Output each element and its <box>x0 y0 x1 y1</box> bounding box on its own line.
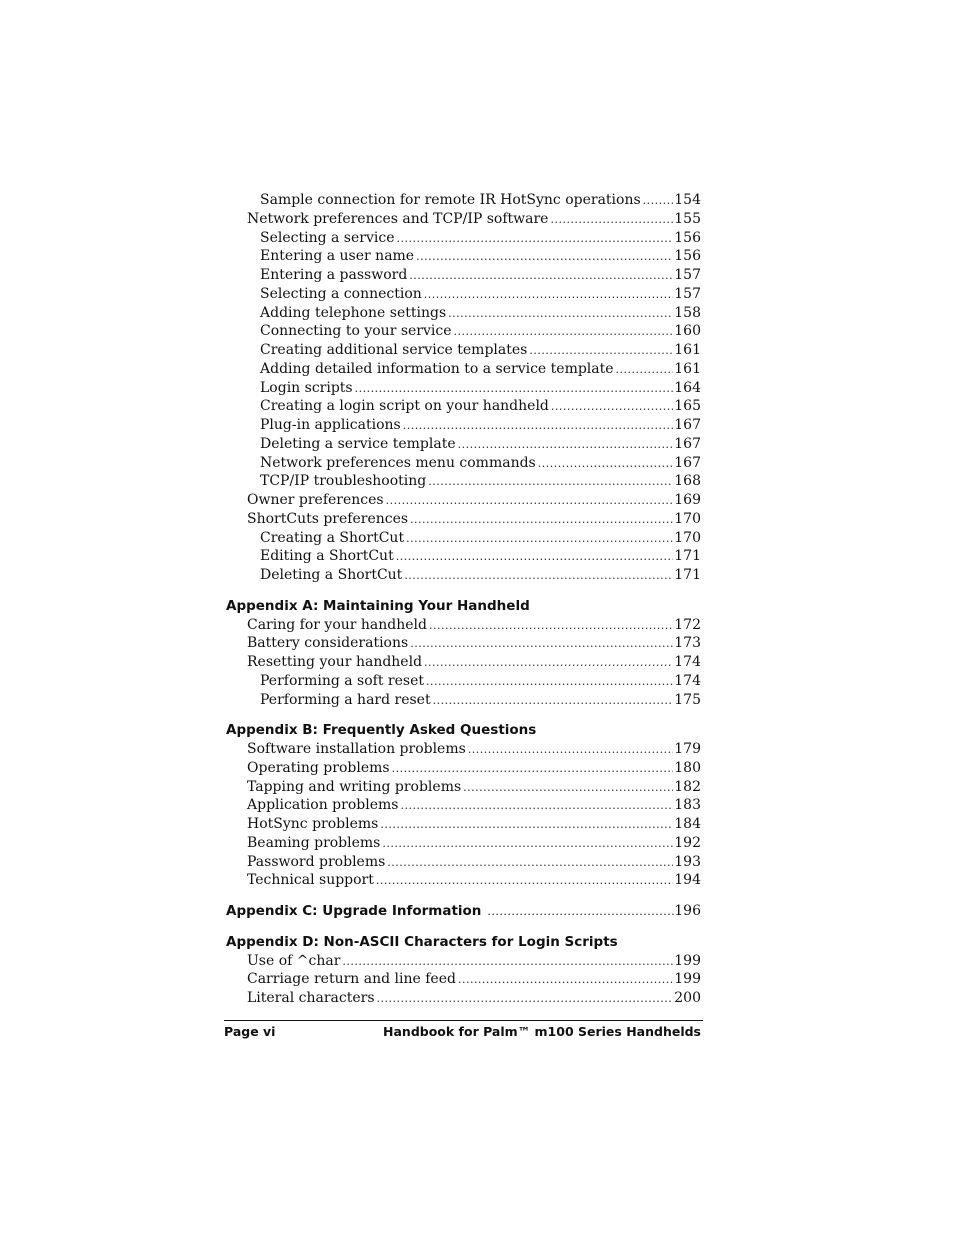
toc-entry-page: 154 <box>674 192 701 208</box>
dot-leader <box>342 953 673 972</box>
toc-entry[interactable] <box>226 871 701 890</box>
toc-entry-title: Entering a user name <box>260 248 415 265</box>
section-heading-title: Appendix B: Frequently Asked Questions <box>226 722 537 739</box>
dot-leader <box>424 654 673 673</box>
toc-entry-title: Editing a ShortCut <box>260 548 394 565</box>
dot-leader <box>454 323 674 342</box>
dot-leader <box>424 286 673 305</box>
toc-entry-page: 171 <box>674 567 701 583</box>
dot-leader <box>550 211 673 230</box>
toc-entry-page: 160 <box>674 323 701 340</box>
toc-entry[interactable] <box>226 229 701 248</box>
toc-entry-title: Selecting a connection <box>260 285 422 302</box>
toc-section-heading[interactable] <box>226 597 701 616</box>
toc-entry-page: 179 <box>674 741 701 757</box>
toc-entry-title: Owner preferences <box>247 492 384 508</box>
table-of-contents <box>226 191 701 1008</box>
toc-entry[interactable] <box>226 285 701 304</box>
dot-leader <box>416 248 673 267</box>
dot-leader <box>386 492 674 511</box>
toc-entry[interactable] <box>226 210 701 229</box>
dot-leader <box>355 380 674 399</box>
toc-entry-title: Deleting a service template <box>260 435 456 452</box>
toc-entry[interactable] <box>226 952 701 971</box>
dot-leader <box>410 511 673 530</box>
toc-entry-page: 174 <box>674 654 701 670</box>
toc-entry-title: Application problems <box>247 797 399 814</box>
toc-entry[interactable] <box>226 691 701 710</box>
toc-entry-page: 199 <box>674 952 701 969</box>
toc-entry-page: 157 <box>674 267 701 283</box>
toc-entry-page: 158 <box>674 304 701 321</box>
section-heading-title: Appendix C: Upgrade Information <box>226 903 482 919</box>
toc-section-heading[interactable] <box>226 933 701 952</box>
toc-entry[interactable] <box>226 397 701 416</box>
toc-entry-title: Password problems <box>247 853 386 870</box>
toc-entry-title: Carriage return and line feed <box>247 971 456 988</box>
toc-entry-title: Selecting a service <box>260 229 395 246</box>
toc-entry-page: 167 <box>674 454 701 471</box>
dot-leader <box>396 548 674 567</box>
toc-entry[interactable] <box>226 740 701 759</box>
toc-entry-page: 165 <box>674 398 701 415</box>
dot-leader <box>404 567 673 586</box>
dot-leader <box>426 673 673 692</box>
toc-entry-title: Sample connection for remote IR HotSync operations <box>260 192 641 208</box>
toc-entry[interactable] <box>226 547 701 566</box>
dot-leader <box>551 398 673 417</box>
toc-entry-title: Software installation problems <box>247 741 466 757</box>
toc-entry-page: 164 <box>674 379 701 396</box>
dot-leader <box>616 361 674 380</box>
footer-page-label: Page vi <box>224 1024 276 1039</box>
toc-entry-page: 174 <box>674 672 701 689</box>
toc-entry-page: 170 <box>674 510 701 527</box>
toc-entry[interactable] <box>226 796 701 815</box>
dot-leader <box>387 854 673 873</box>
toc-section-heading[interactable] <box>226 902 701 921</box>
dot-leader <box>428 473 673 492</box>
toc-entry[interactable] <box>226 379 701 398</box>
dot-leader <box>487 903 674 922</box>
toc-entry-title: Resetting your handheld <box>247 654 423 670</box>
toc-entry[interactable] <box>226 989 701 1008</box>
dot-leader <box>433 692 674 711</box>
toc-entry[interactable] <box>226 341 701 360</box>
toc-entry-page: 167 <box>674 435 701 452</box>
toc-entry-title: Adding telephone settings <box>260 304 447 321</box>
toc-entry-title: Creating a login script on your handheld <box>260 398 549 415</box>
dot-leader <box>458 971 673 990</box>
toc-entry[interactable] <box>226 472 701 491</box>
dot-leader <box>376 872 673 891</box>
toc-entry[interactable] <box>226 247 701 266</box>
toc-entry-title: Operating problems <box>247 759 390 776</box>
toc-entry[interactable] <box>226 454 701 473</box>
toc-entry-page: 156 <box>674 248 701 265</box>
toc-entry-page: 199 <box>674 971 701 988</box>
toc-entry-page: 200 <box>674 990 701 1006</box>
toc-entry[interactable] <box>226 435 701 454</box>
dot-leader <box>410 635 673 654</box>
dot-leader <box>406 530 673 549</box>
toc-entry-page: 193 <box>674 853 701 870</box>
toc-entry-page: 192 <box>674 834 701 851</box>
toc-entry[interactable] <box>226 304 701 323</box>
toc-entry-title: Use of ^char <box>247 952 341 969</box>
toc-entry-title: Literal characters <box>247 990 375 1006</box>
toc-entry[interactable] <box>226 322 701 341</box>
toc-entry-page: 180 <box>674 759 701 776</box>
section-heading-title: Appendix D: Non-ASCII Characters for Login Scripts <box>226 933 618 950</box>
toc-entry[interactable] <box>226 416 701 435</box>
toc-entry-page: 161 <box>674 360 701 377</box>
toc-entry-title: Plug-in applications <box>260 417 401 433</box>
toc-entry-page: 171 <box>674 548 701 565</box>
toc-entry[interactable] <box>226 491 701 510</box>
dot-leader <box>463 779 673 798</box>
page-footer <box>224 1024 701 1039</box>
toc-entry[interactable] <box>226 616 701 635</box>
toc-entry-title: Beaming problems <box>247 834 381 851</box>
dot-leader <box>403 417 674 436</box>
toc-entry-title: Performing a soft reset <box>260 672 424 689</box>
toc-entry-page: 155 <box>674 210 701 227</box>
dot-leader <box>409 267 673 286</box>
toc-entry-title: Network preferences menu commands <box>260 454 536 471</box>
dot-leader <box>643 192 674 211</box>
toc-entry[interactable] <box>226 672 701 691</box>
toc-entry[interactable] <box>226 634 701 653</box>
toc-entry-title: Entering a password <box>260 267 408 283</box>
dot-leader <box>429 617 673 636</box>
toc-entry-page: 183 <box>674 797 701 814</box>
toc-entry[interactable] <box>226 970 701 989</box>
dot-leader <box>392 760 674 779</box>
footer-divider <box>224 1020 703 1021</box>
toc-entry-title: Creating a ShortCut <box>260 529 405 546</box>
toc-entry-title: Login scripts <box>260 379 353 396</box>
toc-entry[interactable] <box>226 759 701 778</box>
toc-entry-page: 168 <box>674 473 701 490</box>
toc-entry-title: Caring for your handheld <box>247 616 427 633</box>
toc-entry-title: HotSync problems <box>247 816 379 832</box>
toc-entry[interactable] <box>226 360 701 379</box>
toc-entry-page: 161 <box>674 342 701 358</box>
footer-book-title: Handbook for Palm™ m100 Series Handhelds <box>383 1024 701 1039</box>
toc-entry-title: Adding detailed information to a service template <box>260 360 614 377</box>
toc-entry-title: TCP/IP troubleshooting <box>260 473 427 490</box>
toc-entry-title: Tapping and writing problems <box>247 778 462 795</box>
dot-leader <box>400 797 673 816</box>
toc-entry-page: 167 <box>674 417 701 433</box>
dot-leader <box>458 436 674 455</box>
dot-leader <box>468 741 673 760</box>
dot-leader <box>538 455 674 474</box>
toc-entry[interactable] <box>226 566 701 585</box>
toc-entry-title: Connecting to your service <box>260 323 452 340</box>
toc-entry-page: 170 <box>674 529 701 546</box>
dot-leader <box>377 990 674 1009</box>
toc-entry-page: 169 <box>674 492 701 508</box>
toc-entry[interactable] <box>226 510 701 529</box>
toc-entry[interactable] <box>226 815 701 834</box>
toc-entry[interactable] <box>226 191 701 210</box>
toc-entry-page: 173 <box>674 635 701 652</box>
toc-entry-title: Creating additional service templates <box>260 342 528 358</box>
toc-entry-title: Performing a hard reset <box>260 691 431 708</box>
dot-leader <box>529 342 673 361</box>
dot-leader <box>448 305 673 324</box>
toc-entry-title: Network preferences and TCP/IP software <box>247 210 549 227</box>
toc-entry-page: 175 <box>674 691 701 708</box>
toc-entry[interactable] <box>226 653 701 672</box>
toc-entry-title: Technical support <box>247 872 374 889</box>
toc-entry-page: 156 <box>674 229 701 246</box>
toc-entry[interactable] <box>226 853 701 872</box>
section-heading-page: 196 <box>674 903 701 919</box>
toc-entry[interactable] <box>226 529 701 548</box>
dot-leader <box>380 816 673 835</box>
dot-leader <box>382 835 673 854</box>
toc-section-heading[interactable] <box>226 721 701 740</box>
toc-entry[interactable] <box>226 266 701 285</box>
toc-entry-page: 172 <box>674 616 701 633</box>
toc-entry-title: Deleting a ShortCut <box>260 567 403 583</box>
toc-entry-page: 184 <box>674 816 701 832</box>
toc-entry-title: ShortCuts preferences <box>247 510 409 527</box>
section-heading-title: Appendix A: Maintaining Your Handheld <box>226 597 530 614</box>
toc-entry[interactable] <box>226 834 701 853</box>
toc-entry-page: 157 <box>674 285 701 302</box>
toc-entry-page: 194 <box>674 872 701 889</box>
toc-entry[interactable] <box>226 778 701 797</box>
toc-entry-page: 182 <box>674 778 701 795</box>
toc-entry-title: Battery considerations <box>247 635 409 652</box>
dot-leader <box>396 230 673 249</box>
